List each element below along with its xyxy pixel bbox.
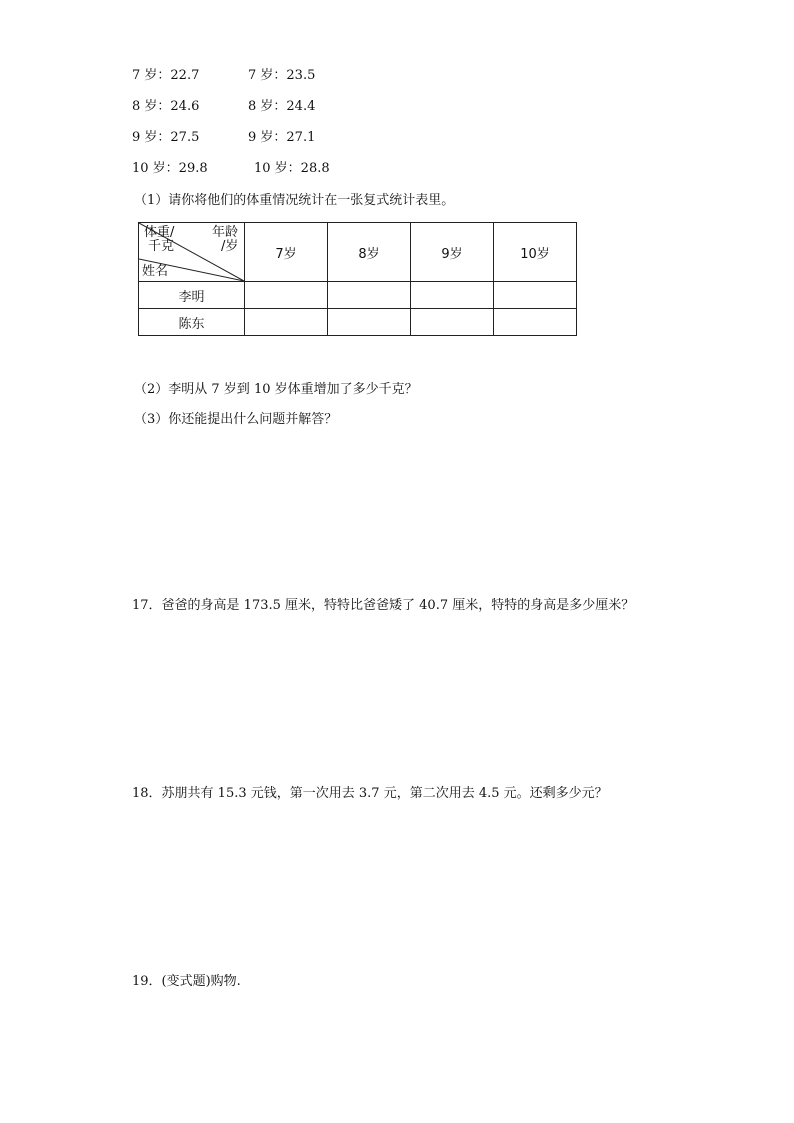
data-line-10-left: 10 岁：29.8 [132, 161, 208, 176]
table-header-row [139, 223, 577, 282]
row-header-chendong: 陈东 [139, 309, 245, 336]
table-cell [411, 282, 494, 309]
weight-stat-table [138, 222, 577, 336]
column-header-9: 9岁 [411, 223, 494, 282]
q16-part3: （3）你还能提出什么问题并解答？ [134, 412, 338, 427]
question-17: 17．爸爸的身高是 173.5 厘米，特特比爸爸矮了 40.7 厘米，特特的身高是多少厘米？ [132, 598, 635, 613]
corner-age-label-2: /岁 [221, 239, 239, 254]
row-header-liming: 李明 [139, 282, 245, 309]
corner-name-label: 姓名 [142, 264, 169, 279]
table-cell [411, 309, 494, 336]
column-header-10: 10岁 [494, 223, 577, 282]
corner-weight-label-1: 体重/ [144, 225, 175, 240]
table-row [139, 309, 577, 336]
data-line-7-right: 7 岁：23.5 [248, 68, 316, 83]
table-cell [245, 309, 328, 336]
table-cell [328, 282, 411, 309]
data-line-8-right: 8 岁：24.4 [248, 99, 316, 114]
data-line-7-left: 7 岁：22.7 [132, 68, 200, 83]
table-cell [494, 282, 577, 309]
q16-part1: （1）请你将他们的体重情况统计在一张复式统计表里。 [134, 193, 455, 208]
data-line-9-right: 9 岁：27.1 [248, 130, 316, 145]
table-cell [328, 309, 411, 336]
q16-part2: （2）李明从 7 岁到 10 岁体重增加了多少千克？ [134, 382, 418, 397]
question-18: 18．苏朋共有 15.3 元钱，第一次用去 3.7 元，第二次用去 4.5 元。还剩多少元？ [132, 786, 608, 801]
corner-weight-label-2: 千克 [148, 239, 175, 254]
data-line-8-left: 8 岁：24.6 [132, 99, 200, 114]
data-line-9-left: 9 岁：27.5 [132, 130, 200, 145]
table-cell [245, 282, 328, 309]
corner-age-label-1: 年龄 [212, 225, 239, 240]
table-cell [494, 309, 577, 336]
data-line-10-right: 10 岁：28.8 [254, 161, 330, 176]
column-header-7: 7岁 [245, 223, 328, 282]
question-19: 19．(变式题)购物. [132, 974, 241, 989]
column-header-8: 8岁 [328, 223, 411, 282]
table-row [139, 282, 577, 309]
table-corner-cell [139, 223, 245, 282]
